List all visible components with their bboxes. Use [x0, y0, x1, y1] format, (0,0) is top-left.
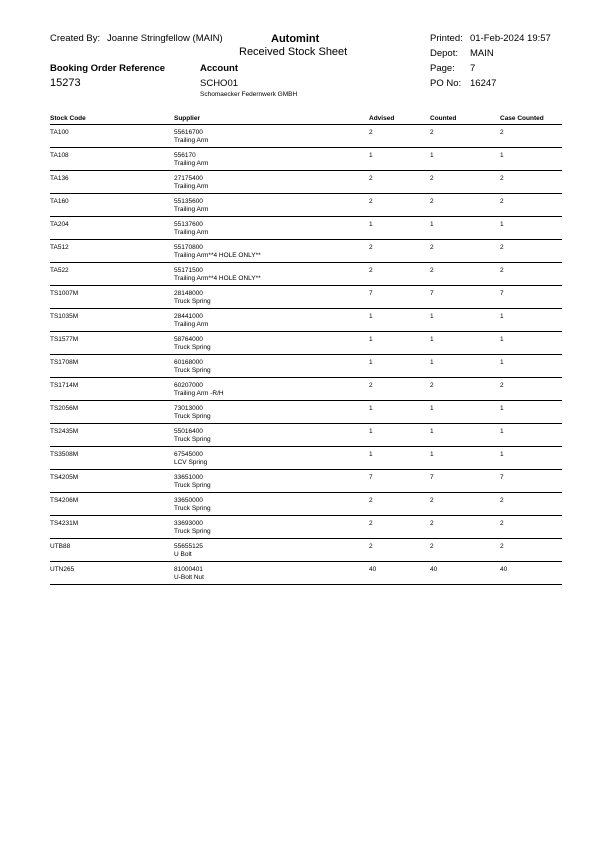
description-cell: Truck Spring [174, 528, 211, 535]
stock-code-cell: UTB88 [50, 543, 71, 550]
account-value: SCHO01 [200, 78, 239, 89]
description-cell: Trailing Arm -R/H [174, 390, 224, 397]
counted-cell: 1 [430, 405, 434, 412]
advised-cell: 1 [369, 451, 373, 458]
table-row [50, 286, 562, 309]
supplier-code-cell: 60207000 [174, 382, 203, 389]
table-row [50, 309, 562, 332]
table-row [50, 332, 562, 355]
case-counted-cell: 40 [500, 566, 508, 573]
table-row [50, 263, 562, 286]
description-cell: U Bolt [174, 551, 192, 558]
stock-code-cell: TS1577M [50, 336, 79, 343]
sheet-title: Received Stock Sheet [239, 46, 348, 58]
supplier-code-cell: 81000401 [174, 566, 203, 573]
case-counted-cell: 7 [500, 474, 504, 481]
description-cell: Trailing Arm**4 HOLE ONLY** [174, 252, 261, 259]
counted-cell: 2 [430, 198, 434, 205]
description-cell: Truck Spring [174, 482, 211, 489]
supplier-code-cell: 556170 [174, 152, 196, 159]
counted-cell: 1 [430, 451, 434, 458]
advised-cell: 2 [369, 267, 373, 274]
account-name: Schomaecker Federnwerk GMBH [200, 91, 298, 98]
counted-cell: 2 [430, 244, 434, 251]
counted-cell: 1 [430, 152, 434, 159]
supplier-code-cell: 33651000 [174, 474, 203, 481]
case-counted-cell: 2 [500, 175, 504, 182]
advised-cell: 1 [369, 428, 373, 435]
description-cell: U-Bolt Nut [174, 574, 204, 581]
supplier-code-cell: 27175400 [174, 175, 203, 182]
description-cell: Truck Spring [174, 436, 211, 443]
advised-cell: 1 [369, 221, 373, 228]
advised-cell: 1 [369, 359, 373, 366]
description-cell: Trailing Arm [174, 160, 209, 167]
supplier-code-cell: 28148000 [174, 290, 203, 297]
account-label: Account [200, 63, 238, 74]
case-counted-cell: 2 [500, 267, 504, 274]
stock-code-cell: TS1714M [50, 382, 79, 389]
advised-cell: 7 [369, 290, 373, 297]
case-counted-cell: 1 [500, 152, 504, 159]
stock-code-cell: TA100 [50, 129, 69, 136]
table-row [50, 539, 562, 562]
table-row [50, 217, 562, 240]
stock-code-cell: TA512 [50, 244, 69, 251]
supplier-code-cell: 55616700 [174, 129, 203, 136]
counted-cell: 2 [430, 543, 434, 550]
table-row [50, 424, 562, 447]
stock-code-cell: TS4205M [50, 474, 79, 481]
advised-cell: 2 [369, 244, 373, 251]
description-cell: Truck Spring [174, 413, 211, 420]
supplier-code-cell: 67545000 [174, 451, 203, 458]
case-counted-cell: 1 [500, 405, 504, 412]
table-row [50, 125, 562, 148]
counted-cell: 1 [430, 428, 434, 435]
col-advised: Advised [369, 115, 395, 122]
advised-cell: 2 [369, 382, 373, 389]
created-by-value: Joanne Stringfellow (MAIN) [107, 33, 223, 44]
description-cell: Trailing Arm [174, 321, 209, 328]
counted-cell: 2 [430, 382, 434, 389]
table-row [50, 194, 562, 217]
stock-code-cell: UTN265 [50, 566, 75, 573]
supplier-code-cell: 33693000 [174, 520, 203, 527]
supplier-code-cell: 55016400 [174, 428, 203, 435]
col-stock-code: Stock Code [50, 115, 86, 122]
table-row [50, 516, 562, 539]
table-row [50, 171, 562, 194]
description-cell: Trailing Arm [174, 229, 209, 236]
counted-cell: 1 [430, 336, 434, 343]
description-cell: Truck Spring [174, 505, 211, 512]
stock-code-cell: TS1708M [50, 359, 79, 366]
supplier-code-cell: 58764000 [174, 336, 203, 343]
stock-code-cell: TA136 [50, 175, 69, 182]
col-supplier: Supplier [174, 115, 201, 122]
supplier-code-cell: 55170800 [174, 244, 203, 251]
advised-cell: 2 [369, 543, 373, 550]
printed-label: Printed: [430, 33, 463, 44]
stock-code-cell: TS1035M [50, 313, 79, 320]
stock-code-cell: TA522 [50, 267, 69, 274]
advised-cell: 2 [369, 198, 373, 205]
table-row [50, 401, 562, 424]
depot-value: MAIN [470, 48, 494, 59]
stock-code-cell: TA204 [50, 221, 69, 228]
case-counted-cell: 1 [500, 359, 504, 366]
advised-cell: 2 [369, 175, 373, 182]
supplier-code-cell: 33650000 [174, 497, 203, 504]
advised-cell: 7 [369, 474, 373, 481]
stock-code-cell: TS4206M [50, 497, 79, 504]
counted-cell: 1 [430, 359, 434, 366]
case-counted-cell: 7 [500, 290, 504, 297]
po-label: PO No: [430, 78, 462, 89]
table-row [50, 378, 562, 401]
counted-cell: 2 [430, 520, 434, 527]
counted-cell: 2 [430, 175, 434, 182]
table-row [50, 447, 562, 470]
table-row [50, 562, 562, 585]
description-cell: Trailing Arm [174, 183, 209, 190]
stock-code-cell: TA160 [50, 198, 69, 205]
counted-cell: 1 [430, 221, 434, 228]
description-cell: Trailing Arm [174, 137, 209, 144]
table-body [50, 125, 562, 585]
created-by-label: Created By: [50, 33, 101, 44]
booking-ref-label: Booking Order Reference [50, 63, 166, 74]
advised-cell: 1 [369, 336, 373, 343]
case-counted-cell: 2 [500, 520, 504, 527]
counted-cell: 40 [430, 566, 438, 573]
case-counted-cell: 2 [500, 244, 504, 251]
supplier-code-cell: 55135600 [174, 198, 203, 205]
po-value: 16247 [470, 78, 497, 89]
table-row [50, 148, 562, 171]
table-row [50, 493, 562, 516]
description-cell: Truck Spring [174, 344, 211, 351]
stock-code-cell: TA108 [50, 152, 69, 159]
supplier-code-cell: 55171500 [174, 267, 203, 274]
page-value: 7 [470, 63, 476, 74]
case-counted-cell: 2 [500, 543, 504, 550]
description-cell: Trailing Arm**4 HOLE ONLY** [174, 275, 261, 282]
advised-cell: 1 [369, 152, 373, 159]
supplier-code-cell: 73013000 [174, 405, 203, 412]
counted-cell: 2 [430, 129, 434, 136]
counted-cell: 7 [430, 474, 434, 481]
advised-cell: 1 [369, 313, 373, 320]
counted-cell: 2 [430, 267, 434, 274]
stock-code-cell: TS2435M [50, 428, 79, 435]
company-name: Automint [271, 33, 320, 45]
printed-value: 01-Feb-2024 19:57 [470, 33, 551, 44]
stock-code-cell: TS2056M [50, 405, 79, 412]
table-row [50, 470, 562, 493]
stock-code-cell: TS1007M [50, 290, 79, 297]
case-counted-cell: 2 [500, 198, 504, 205]
table-row [50, 355, 562, 378]
advised-cell: 2 [369, 497, 373, 504]
booking-ref-value: 15273 [50, 77, 81, 89]
description-cell: Trailing Arm [174, 206, 209, 213]
description-cell: Truck Spring [174, 367, 211, 374]
supplier-code-cell: 55655125 [174, 543, 203, 550]
case-counted-cell: 1 [500, 428, 504, 435]
supplier-code-cell: 60168000 [174, 359, 203, 366]
col-counted: Counted [430, 115, 457, 122]
description-cell: LCV Spring [174, 459, 208, 466]
case-counted-cell: 2 [500, 497, 504, 504]
advised-cell: 1 [369, 405, 373, 412]
description-cell: Truck Spring [174, 298, 211, 305]
page-label: Page: [430, 63, 455, 74]
table-row [50, 240, 562, 263]
advised-cell: 40 [369, 566, 377, 573]
advised-cell: 2 [369, 129, 373, 136]
case-counted-cell: 2 [500, 382, 504, 389]
counted-cell: 1 [430, 313, 434, 320]
col-case-counted: Case Counted [500, 115, 544, 122]
advised-cell: 2 [369, 520, 373, 527]
case-counted-cell: 1 [500, 451, 504, 458]
supplier-code-cell: 28441000 [174, 313, 203, 320]
counted-cell: 2 [430, 497, 434, 504]
table-header [50, 114, 562, 125]
supplier-code-cell: 55137600 [174, 221, 203, 228]
stock-code-cell: TS4231M [50, 520, 79, 527]
counted-cell: 7 [430, 290, 434, 297]
depot-label: Depot: [430, 48, 458, 59]
case-counted-cell: 1 [500, 336, 504, 343]
stock-code-cell: TS3508M [50, 451, 79, 458]
case-counted-cell: 1 [500, 313, 504, 320]
case-counted-cell: 1 [500, 221, 504, 228]
case-counted-cell: 2 [500, 129, 504, 136]
